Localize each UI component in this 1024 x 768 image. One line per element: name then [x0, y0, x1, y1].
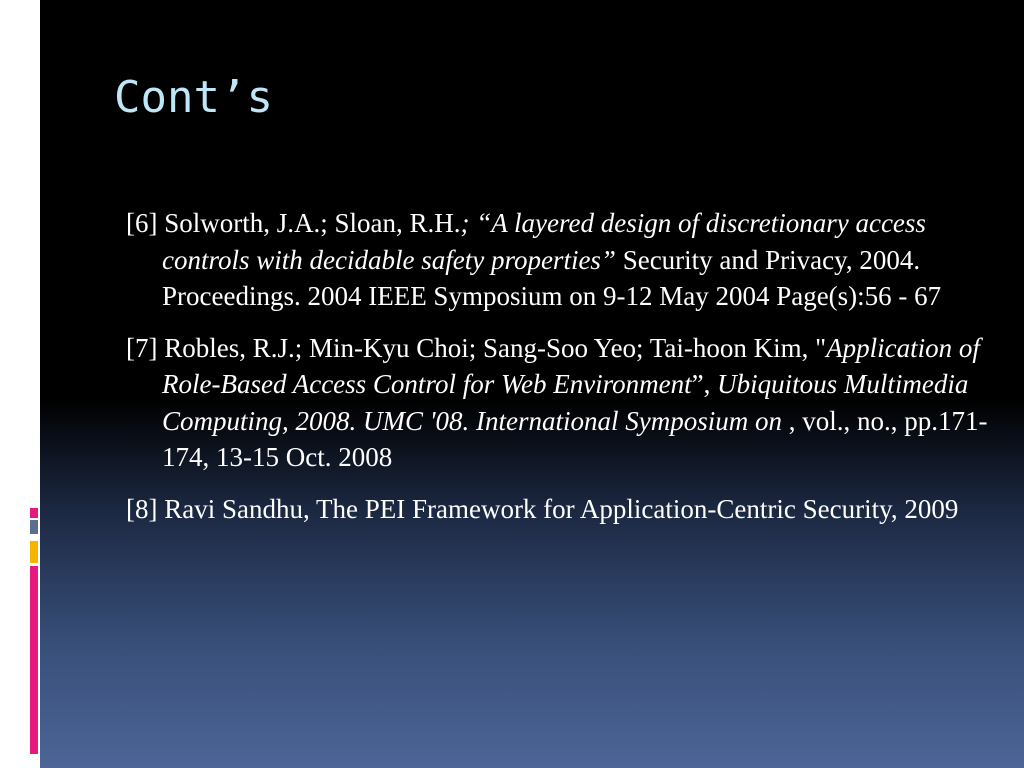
- reference-8: [126, 491, 996, 528]
- reference-7-separator: ”,: [691, 369, 718, 399]
- accent-bar-pink-long: [30, 566, 38, 754]
- reference-7-venue: Ubiquitous Multimedia Computing, 2008. UMC '08. International Symposium on: [162, 369, 969, 436]
- reference-7: [126, 330, 996, 476]
- reference-8-text: [8] Ravi Sandhu, The PEI Framework for Application-Centric Security, 2009: [126, 493, 959, 524]
- reference-list: [126, 205, 996, 542]
- slide-title: Cont’s: [114, 72, 273, 123]
- reference-7-authors: [7] Robles, R.J.; Min-Kyu Choi; Sang-Soo Yeo; Tai-hoon Kim, ": [126, 332, 827, 363]
- accent-bar-gold: [30, 541, 38, 563]
- reference-6-source: Security and Privacy, 2004. Proceedings. 2004 IEEE Symposium on 9-12 May 2004 Page(s):56 - 67: [162, 244, 942, 311]
- reference-7-details: , vol., no., pp.171-174, 13-15 Oct. 2008: [162, 405, 988, 472]
- reference-6-title: ; “A layered design of discretionary access controls with decidable safety properties”: [162, 208, 926, 275]
- accent-bar-pink-small: [30, 508, 38, 518]
- reference-6-authors: [6] Solworth, J.A.; Sloan, R.H.: [126, 208, 461, 238]
- reference-6: [126, 205, 996, 315]
- reference-7-title: Application of Role-Based Access Control for Web Environment: [162, 332, 980, 399]
- accent-bar-slate: [30, 520, 38, 534]
